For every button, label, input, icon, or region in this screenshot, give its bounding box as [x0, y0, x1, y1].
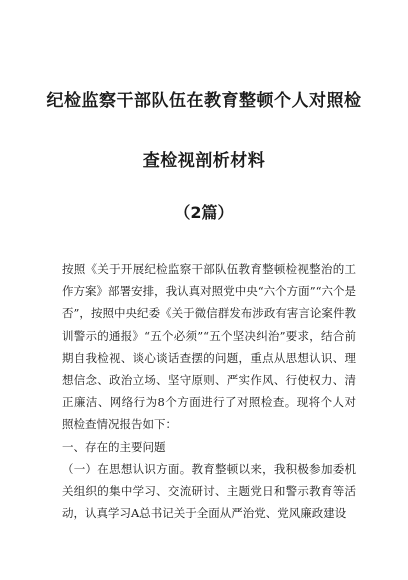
article-count: （2篇）	[174, 203, 234, 222]
document-title-line-1: 纪检监察干部队伍在教育整顿个人对照检	[46, 91, 362, 111]
intro-paragraph: 按照《关于开展纪检监察干部队伍教育整顿检视整治的工作方案》部署安排，我认真对照党中央“六个方面”“六个是否”，按照中央纪委《关于微信群发布涉政有害言论案件教训警示的通报》“五个必须”“五个坚决纠治”要求，结合前期自我检视、谈心谈话查摆的问题，重点从思想认识、理想信念、政治立场、坚守原则、严实作风、行使权力、清正廉洁、网络行为8个方面进行了对照检查。现将个人对照检查情况报告如下：	[62, 262, 356, 432]
subsection-paragraph: （一）在思想认识方面。教育整顿以来，我积极参加委机关组织的集中学习、交流研讨、主题党日和警示教育等活动，认真学习A总书记关于全面从严治党、党风廉政建设	[62, 461, 356, 521]
section-heading: 一、存在的主要问题	[62, 439, 166, 454]
document-title-line-2: 查检视剖析材料	[142, 151, 266, 171]
document-body	[62, 258, 356, 524]
